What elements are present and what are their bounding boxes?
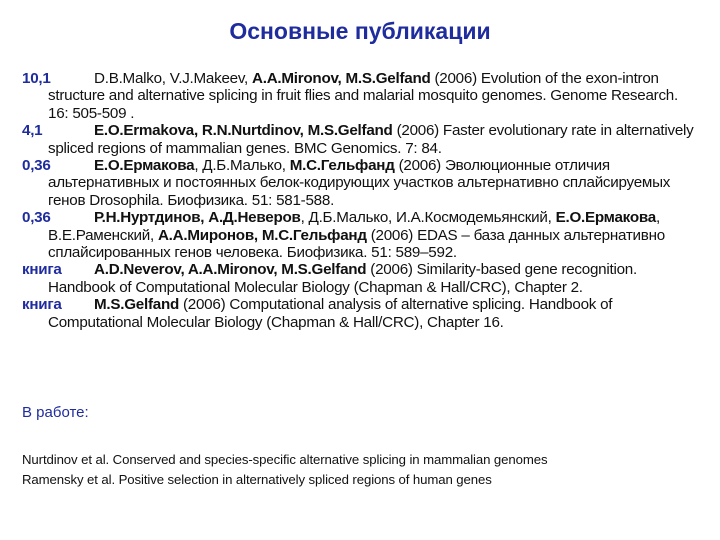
publication-label: 0,36 (22, 157, 51, 175)
in-progress-item: Ramensky et al. Positive selection in alternatively spliced regions of human genes (22, 472, 492, 487)
publication-label: книга (22, 261, 62, 279)
publication-label: 10,1 (22, 70, 51, 87)
citation-text: (2006) EDAS – база данных альтернативно сплайсированных генов человека. Биофизика. 51: 589–592. (48, 226, 665, 262)
publication-entry (22, 70, 702, 122)
publication-entry (22, 122, 702, 157)
citation-text: , Д.Б.Малько, И.А.Космодемьянский, (300, 209, 556, 227)
author-bold: А.А.Миронов, М.С.Гельфанд (157, 226, 367, 244)
publication-entry (22, 157, 702, 209)
in-progress-heading: В работе: (22, 404, 89, 421)
author-bold: Е.О.Ермакова (555, 209, 656, 227)
author-bold: Р.Н.Нуртдинов, А.Д.Неверов (94, 209, 301, 227)
citation-text: , В.Е.Раменский, (48, 209, 660, 244)
author-bold: Е.О.Ермакова (94, 157, 195, 175)
citation-text: D.B.Malko, V.J.Makeev, (94, 70, 252, 87)
citation-text: , Д.Б.Малько, (194, 157, 290, 175)
in-progress-item: Nurtdinov et al. Conserved and species-specific alternative splicing in mammalian genomes (22, 452, 548, 467)
publication-entry (22, 209, 702, 261)
author-bold: M.S.Gelfand (94, 296, 180, 314)
page-title: Основные публикации (229, 18, 491, 44)
publication-label: 0,36 (22, 209, 51, 227)
publication-entry (22, 296, 702, 331)
publication-label: книга (22, 296, 62, 314)
publication-label: 4,1 (22, 122, 43, 140)
publication-entry (22, 261, 702, 296)
citation-text: (2006) Эволюционные отличия альтернативных и постоянных белок-кодирующих участков альтернативно сплайсируемых генов Drosophila. Биофизика. 51: 581-588. (48, 157, 671, 209)
author-bold: A.D.Neverov, A.A.Mironov, M.S.Gelfand (94, 261, 367, 279)
citation-text: (2006) Evolution of the exon-intron structure and alternative splicing in fruit flies and malarial mosquito genomes. Genome Research. 16: 505-509 . (48, 70, 678, 122)
author-bold: E.O.Ermakova, R.N.Nurtdinov, M.S.Gelfand (94, 122, 393, 140)
publication-list (22, 70, 702, 331)
author-bold: М.С.Гельфанд (289, 157, 395, 175)
citation-text: (2006) Computational analysis of alternative splicing. Handbook of Computational Molecular Biology (Chapman & Hall/CRC), Chapter 16. (48, 296, 613, 331)
citation-text: (2006) Faster evolutionary rate in alternatively spliced regions of mammalian genes. BMC Genomics. 7: 84. (48, 122, 694, 157)
citation-text: (2006) Similarity-based gene recognition. Handbook of Computational Molecular Biology (Chapman & Hall/CRC), Chapter 2. (48, 261, 637, 296)
author-bold: A.A.Mironov, M.S.Gelfand (252, 70, 431, 87)
